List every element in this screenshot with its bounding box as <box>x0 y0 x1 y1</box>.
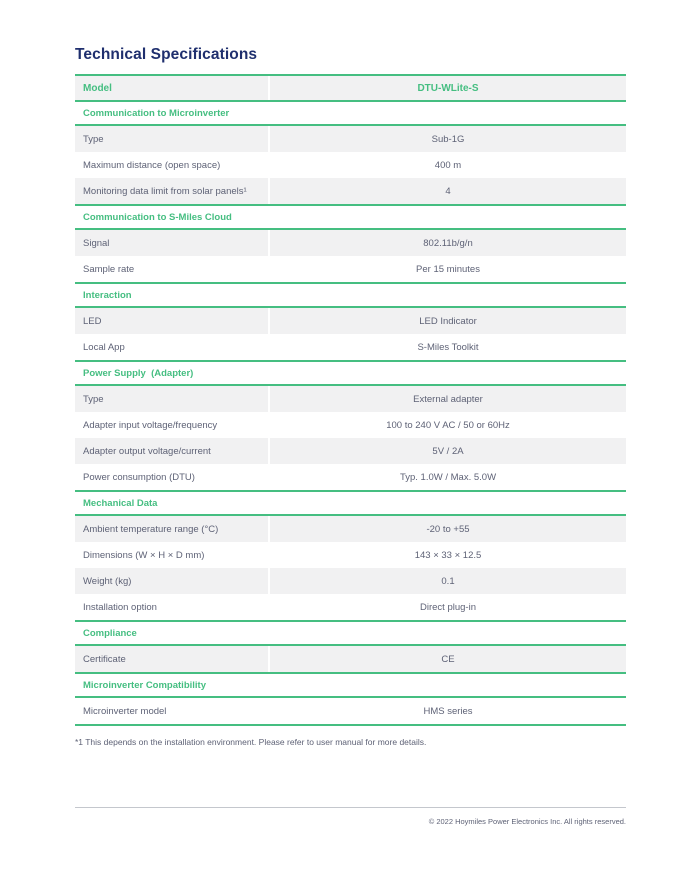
spec-row <box>75 568 626 594</box>
spec-section <box>75 206 626 284</box>
spec-row <box>75 334 626 360</box>
spec-value: -20 to +55 <box>270 516 626 542</box>
spec-value: 143 × 33 × 12.5 <box>414 549 482 561</box>
spec-row <box>75 594 626 620</box>
spec-section <box>75 622 626 674</box>
spec-label: Power consumption (DTU) <box>75 464 270 490</box>
spec-value: 0.1 <box>270 568 626 594</box>
spec-section <box>75 362 626 492</box>
spec-value: 4 <box>270 178 626 204</box>
spec-label: Certificate <box>75 646 270 672</box>
spec-label: LED <box>75 308 270 334</box>
spec-value: External adapter <box>270 386 626 412</box>
spec-row <box>75 646 626 672</box>
spec-value: HMS series <box>423 705 473 717</box>
spec-row <box>75 230 626 256</box>
table-sections <box>75 102 626 726</box>
content-area <box>75 46 626 747</box>
spec-value: Typ. 1.0W / Max. 5.0W <box>399 471 497 483</box>
spec-value: S-Miles Toolkit <box>417 341 479 353</box>
spec-section <box>75 674 626 726</box>
spec-row <box>75 152 626 178</box>
section-title-label: Power Supply (Adapter) <box>83 367 194 379</box>
spec-section <box>75 102 626 206</box>
section-title <box>75 102 626 126</box>
spec-label: Sample rate <box>75 256 270 282</box>
spec-label: Dimensions (W × H × D mm) <box>75 542 270 568</box>
spec-value: CE <box>270 646 626 672</box>
section-title-label: Compliance <box>83 627 137 639</box>
spec-row <box>75 542 626 568</box>
spec-row <box>75 126 626 152</box>
table-header-row <box>75 76 626 102</box>
page-title: Technical Specifications <box>75 46 258 63</box>
footnote: *1 This depends on the installation environment. Please refer to user manual for more details. <box>75 737 427 747</box>
spec-label: Ambient temperature range (°C) <box>75 516 270 542</box>
spec-section <box>75 284 626 362</box>
spec-row <box>75 698 626 724</box>
spec-value: Sub-1G <box>270 126 626 152</box>
section-title-label: Communication to Microinverter <box>83 107 230 119</box>
section-title <box>75 284 626 308</box>
spec-row <box>75 386 626 412</box>
spec-label: Type <box>75 126 270 152</box>
spec-table <box>75 74 626 726</box>
spec-row <box>75 308 626 334</box>
section-title <box>75 492 626 516</box>
table-header-model: Model <box>75 76 270 100</box>
section-title-label: Mechanical Data <box>83 497 158 509</box>
section-title <box>75 362 626 386</box>
spec-label: Local App <box>75 334 270 360</box>
section-title <box>75 674 626 698</box>
spec-row <box>75 178 626 204</box>
spec-label: Installation option <box>75 594 270 620</box>
spec-value: Per 15 minutes <box>416 263 480 275</box>
table-header-product: DTU-WLite-S <box>270 76 626 100</box>
spec-value: Direct plug-in <box>420 601 476 613</box>
spec-label: Type <box>75 386 270 412</box>
spec-row <box>75 516 626 542</box>
section-title-label: Microinverter Compatibility <box>83 679 206 691</box>
copyright-text: © 2022 Hoymiles Power Electronics Inc. All rights reserved. <box>428 817 626 826</box>
spec-value: 400 m <box>434 159 462 171</box>
section-title <box>75 206 626 230</box>
spec-label: Maximum distance (open space) <box>75 152 270 178</box>
spec-row <box>75 256 626 282</box>
spec-label: Microinverter model <box>75 698 270 724</box>
spec-label: Monitoring data limit from solar panels¹ <box>75 178 270 204</box>
section-title-label: Communication to S-Miles Cloud <box>83 211 232 223</box>
section-title-label: Interaction <box>83 289 132 301</box>
spec-value: LED Indicator <box>270 308 626 334</box>
spec-row <box>75 438 626 464</box>
spec-section <box>75 492 626 622</box>
section-title <box>75 622 626 646</box>
spec-row <box>75 464 626 490</box>
spec-label: Weight (kg) <box>75 568 270 594</box>
spec-label: Signal <box>75 230 270 256</box>
spec-value: 100 to 240 V AC / 50 or 60Hz <box>386 419 510 431</box>
spec-row <box>75 412 626 438</box>
spec-value: 5V / 2A <box>270 438 626 464</box>
spec-label: Adapter output voltage/current <box>75 438 270 464</box>
spec-value: 802.11b/g/n <box>270 230 626 256</box>
spec-label: Adapter input voltage/frequency <box>75 412 270 438</box>
footer-divider <box>75 807 626 808</box>
